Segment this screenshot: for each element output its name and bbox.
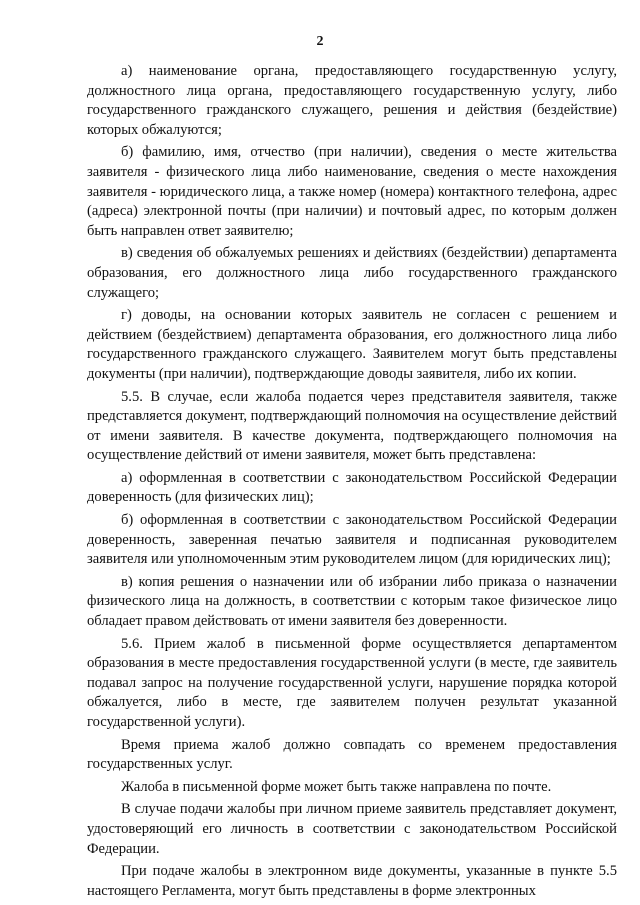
paragraph-electronic-submission: При подаче жалобы в электронном виде документы, указанные в пункте 5.5 настоящего Регламента, могут быть представлены в форме электронных [87,863,617,899]
paragraph-section-5-5: 5.5. В случае, если жалоба подается через представителя заявителя, также представляется документ, подтверждающий полномочия на осуществление действий от имени заявителя. В качестве документа, подтверждающего полномочия на осуществление действий от имени заявителя, может быть представлена: [87,388,617,464]
paragraph-5-5-item-v: в) копия решения о назначении или об избрании либо приказа о назначении физического лица на должность, в соответствии с которым такое физическое лицо обладает правом действовать от имени заявителя без доверенности. [87,573,617,630]
paragraph-personal-reception: В случае подачи жалобы при личном приеме заявитель представляет документ, удостоверяющий его личность в соответствии с законодательством Российской Федерации. [87,801,617,857]
paragraph-item-v: в) сведения об обжалуемых решениях и действиях (бездействии) департамента образования, его должностного лица либо государственного гражданского служащего; [87,245,617,301]
paragraph-item-b: б) фамилию, имя, отчество (при наличии), сведения о месте жительства заявителя - физического лица либо наименование, сведения о месте нахождения заявителя - юридического лица, а также номер (номера) контактного телефона, адрес (адреса) электронной почты (при наличии) и почтовый адрес, по которым должен быть направлен ответ заявителю; [87,144,617,239]
paragraph-item-g: г) доводы, на основании которых заявитель не согласен с решением и действием (бездействием) департамента образования, его должностного лица либо государственного гражданского служащего. Заявителем могут быть представлены документы (при наличии), подтверждающие доводы заявителя, либо их копии. [87,307,617,382]
page-number: 2 [316,34,324,49]
paragraph-5-5-item-a: а) оформленная в соответствии с законодательством Российской Федерации доверенность (для физических лиц); [87,469,617,506]
paragraph-by-mail: Жалоба в письменной форме может быть также направлена по почте. [121,778,552,795]
document-body [87,62,617,904]
paragraph-5-5-item-b: б) оформленная в соответствии с законодательством Российской Федерации доверенность, заверенная печатью заявителя и подписанная руководителем заявителя или уполномоченным этим руководителем лицом (для юридических лиц); [87,512,617,568]
paragraph-item-a: а) наименование органа, предоставляющего государственную услугу, должностного лица органа, предоставляющего государственную услугу, либо государственного гражданского служащего, решения и действия (бездействие) которых обжалуются; [87,63,617,138]
paragraph-reception-time: Время приема жалоб должно совпадать со временем предоставления государственных услуг. [87,736,617,773]
paragraph-section-5-6: 5.6. Прием жалоб в письменной форме осуществляется департаментом образования в месте предоставления государственной услуги (в месте, где заявитель подавал запрос на получение государственной услуги, нарушение порядка которой обжалуется, либо в месте, где заявителем получен результат указанной государственной услуги). [87,635,617,730]
